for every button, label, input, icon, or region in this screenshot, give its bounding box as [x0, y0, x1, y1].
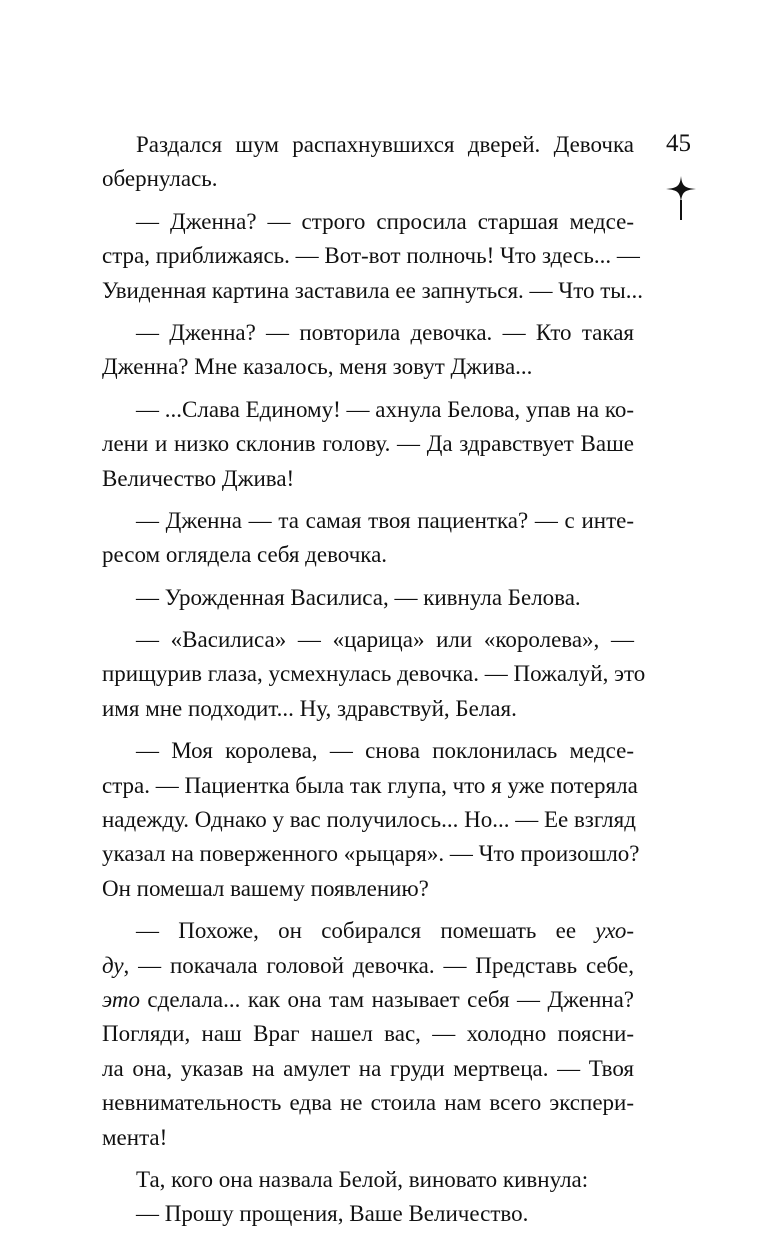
- page-number: 45: [666, 130, 691, 157]
- text-line: Раздался шум распахнувшихся дверей. Девочка: [136, 132, 634, 157]
- text-line: Он помешал вашему появлению?: [102, 875, 429, 901]
- text-line: ла она, указав на амулет на груди мертвеца. — Твоя: [102, 1055, 634, 1081]
- text-line: — Дженна? — строго спросила старшая медсе-: [136, 208, 634, 234]
- text-line: — Урожденная Василиса, — кивнула Белова.: [136, 584, 581, 610]
- text-line: прищурив глаза, усмехнулась девочка. — Пожалуй, это: [102, 661, 646, 687]
- book-text: [102, 128, 646, 1232]
- text-line: Увиденная картина заставила ее запнуться. — Что ты...: [102, 277, 643, 303]
- italic-text: ду: [102, 952, 124, 978]
- text-run: — Похоже, он собирался помешать ее: [136, 918, 596, 944]
- text-line: имя мне подходит... Ну, здравствуй, Белая.: [102, 695, 517, 721]
- text-line: Погляди, наш Враг нашел вас, — холодно поясни-: [102, 1021, 634, 1047]
- text-line: [102, 949, 634, 983]
- text-line: стра. — Пациентка была так глупа, что я уже потеряла: [102, 772, 638, 798]
- text-line: — «Василиса» — «царица» или «королева», —: [136, 627, 634, 653]
- text-line: [102, 914, 634, 948]
- text-line: ресом оглядела себя девочка.: [102, 542, 388, 568]
- text-line: — Дженна — та самая твоя пациентка? — с инте-: [136, 507, 634, 533]
- text-line: невнимательность едва не стоила нам всего экспери-: [102, 1090, 634, 1116]
- italic-text: это: [102, 986, 140, 1012]
- text-line: указал на поверженного «рыцаря». — Что произошло?: [102, 841, 640, 867]
- text-run: сделала... как она там называет себя — Дженна?: [139, 986, 634, 1012]
- text-run: , — покачала головой девочка. — Представь себе,: [123, 952, 634, 978]
- text-line: — Дженна? — повторила девочка. — Кто такая: [136, 319, 634, 345]
- text-line: Дженна? Мне казалось, меня зовут Джива...: [102, 354, 533, 380]
- text-line: — Моя королева, — снова поклонилась медсе-: [136, 738, 634, 764]
- text-line: мента!: [102, 1124, 168, 1150]
- text-line: — ...Слава Единому! — ахнула Белова, упав на ко-: [136, 396, 634, 422]
- text-line: [102, 983, 634, 1017]
- text-line: — Прошу прощения, Ваше Величество.: [136, 1201, 529, 1227]
- text-line: обернулась.: [102, 166, 218, 192]
- star-icon: [666, 176, 696, 220]
- italic-text: ухо-: [595, 918, 634, 944]
- text-line: надежду. Однако у вас получилось... Но... — Ее взгляд: [102, 807, 636, 833]
- text-line: стра, приближаясь. — Вот-вот полночь! Что здесь... —: [102, 243, 640, 269]
- text-line: Та, кого она назвала Белой, виновато кивнула:: [136, 1166, 589, 1192]
- text-line: лени и низко склонив голову. — Да здравствует Ваше: [102, 431, 634, 457]
- text-line: Величество Джива!: [102, 465, 295, 491]
